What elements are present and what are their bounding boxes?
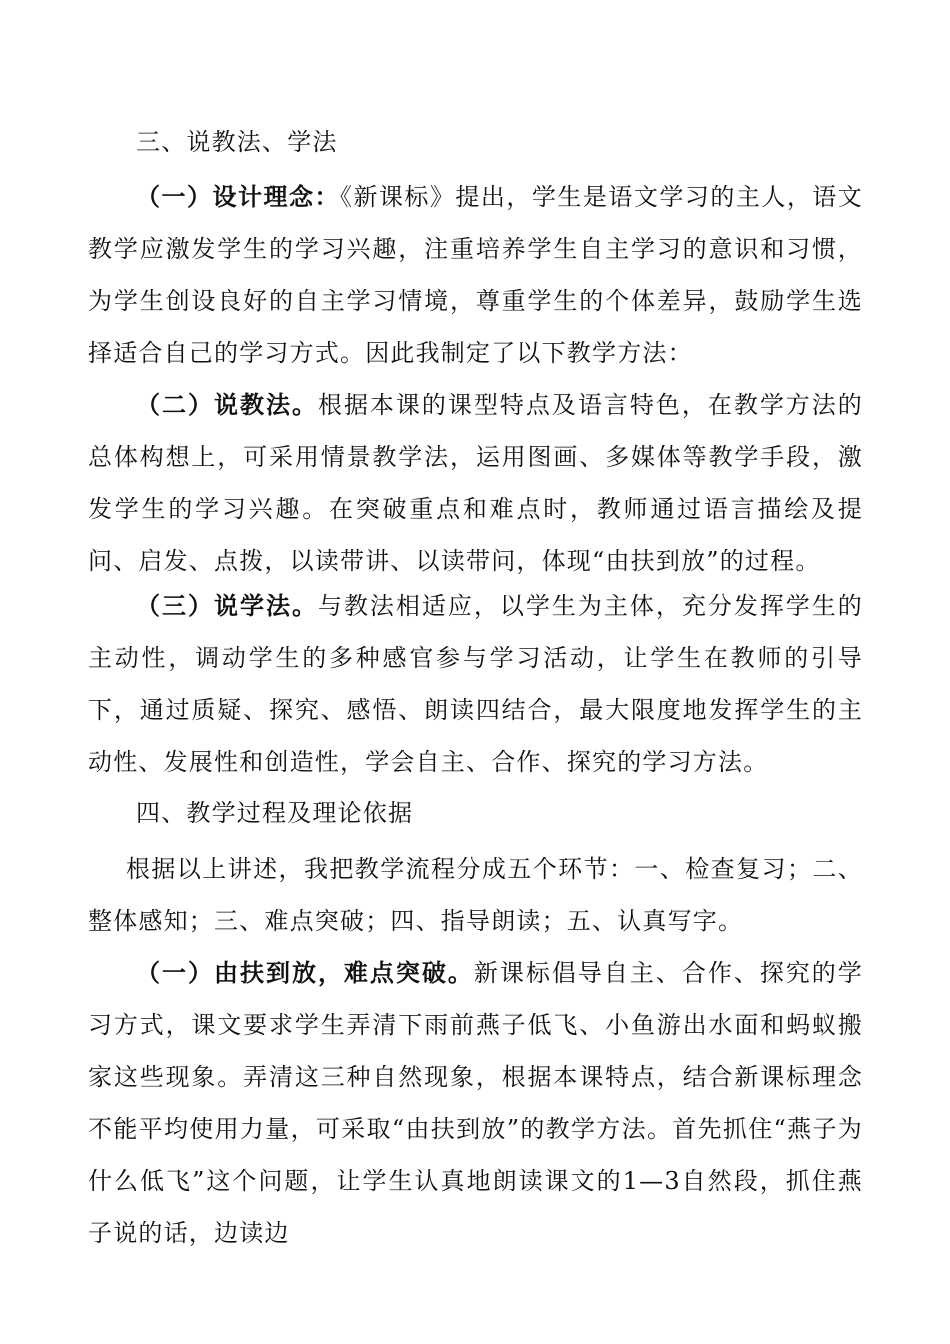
paragraph-learning-method: [88, 580, 863, 788]
paragraph-teaching-method-lead: （二）说教法。: [136, 390, 318, 419]
paragraph-design-concept: [88, 171, 863, 379]
paragraph-process-overview-text: 根据以上讲述，我把教学流程分成五个环节：一、检查复习；二、整体感知；三、难点突破；四、指导朗读；五、认真写字。: [88, 855, 863, 935]
section-heading-3-text: 三、说教法、学法: [136, 128, 338, 156]
section-heading-4-text: 四、教学过程及理论依据: [136, 799, 414, 827]
paragraph-learning-method-text: 与教法相适应，以学生为主体，充分发挥学生的主动性，调动学生的多种感官参与学习活动，让学生在教师的引导下，通过质疑、探究、感悟、朗读四结合，最大限度地发挥学生的主动性、发展性和创造性，学会自主、合作、探究的学习方法。: [88, 592, 863, 776]
paragraph-design-concept-lead: （一）设计理念：: [136, 182, 340, 211]
paragraph-process-overview: [88, 843, 863, 947]
paragraph-difficulty-breakthrough-lead: （一）由扶到放，难点突破。: [136, 958, 474, 987]
section-heading-3: [88, 116, 863, 168]
paragraph-difficulty-breakthrough-text: 新课标倡导自主、合作、探究的学习方式，课文要求学生弄清下雨前燕子低飞、小鱼游出水面和蚂蚁搬家这些现象。弄清这三种自然现象，根据本课特点，结合新课标理念不能平均使用力量，可采取“由扶到放”的教学方法。首先抓住“燕子为什么低飞”这个问题，让学生认真地朗读课文的1—3自然段，抓住燕子说的话，边读边: [88, 959, 863, 1247]
paragraph-learning-method-lead: （三）说学法。: [136, 591, 318, 620]
paragraph-difficulty-breakthrough: [88, 947, 863, 1259]
section-heading-4: [88, 787, 863, 839]
paragraph-teaching-method: [88, 379, 863, 587]
paragraph-design-concept-text: 《新课标》提出，学生是语文学习的主人，语文教学应激发学生的学习兴趣，注重培养学生自主学习的意识和习惯，为学生创设良好的自主学习情境，尊重学生的个体差异，鼓励学生选择适合自己的学习方式。因此我制定了以下教学方法：: [88, 183, 863, 367]
paragraph-teaching-method-text: 根据本课的课型特点及语言特色，在教学方法的总体构想上，可采用情景教学法，运用图画、多媒体等教学手段，激发学生的学习兴趣。在突破重点和难点时，教师通过语言描绘及提问、启发、点拨，以读带讲、以读带问，体现“由扶到放”的过程。: [88, 391, 863, 575]
